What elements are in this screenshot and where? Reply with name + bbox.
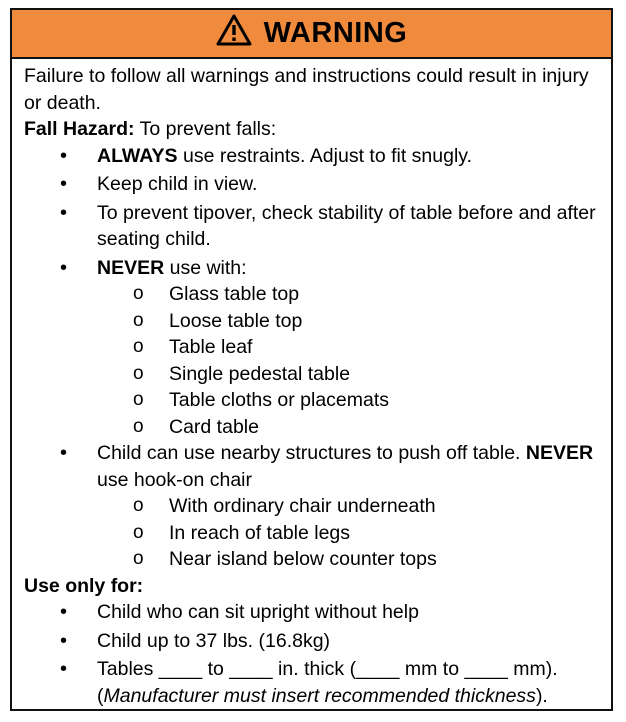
list-item: • Child can use nearby structures to push off table. NEVER use hook-on chair o With ordinary chair underneath o In reach of table legs o Near island below counter tops [24,440,603,573]
list-item: • Child up to 37 lbs. (16.8kg) [24,628,603,655]
sub-list-item: o Loose table top [97,308,603,335]
warning-content [12,59,611,709]
sub-list-item: o Table leaf [97,334,603,361]
hook-on-chair-list [97,493,603,573]
list-item: • To prevent tipover, check stability of table before and after seating child. [24,200,603,253]
sub-list-item: o Table cloths or placemats [97,387,603,414]
list-item: • NEVER use with: o Glass table top o Loose table top o Table leaf o Single pedestal table o Table cloths or placemats o Card table [24,255,603,441]
list-item: • Keep child in view. [24,171,603,198]
warning-label [10,8,613,711]
list-item: • ALWAYS use restraints. Adjust to fit snugly. [24,143,603,170]
intro-text: Failure to follow all warnings and instructions could result in injury or death. [24,65,589,114]
sub-list-item: o Near island below counter tops [97,546,603,573]
warning-title: WARNING [263,17,408,49]
sub-list-item: o Card table [97,414,603,441]
sub-list-item: o Glass table top [97,281,603,308]
fall-hazard-list [24,143,603,573]
never-use-with-list [97,281,603,440]
use-only-list [24,599,603,709]
warning-triangle-icon [216,14,252,54]
sub-list-item: o With ordinary chair underneath [97,493,603,520]
use-only-heading: Use only for: [24,574,144,597]
fall-hazard-heading: Fall Hazard: To prevent falls: [24,118,277,140]
sub-list-item: o In reach of table legs [97,520,603,547]
list-item: • Child who can sit upright without help [24,599,603,626]
sub-list-item: o Single pedestal table [97,361,603,388]
warning-header [12,10,611,59]
list-item: • Tables ____ to ____ in. thick (____ mm to ____ mm). (Manufacturer must insert recommended thickness). [24,656,603,709]
